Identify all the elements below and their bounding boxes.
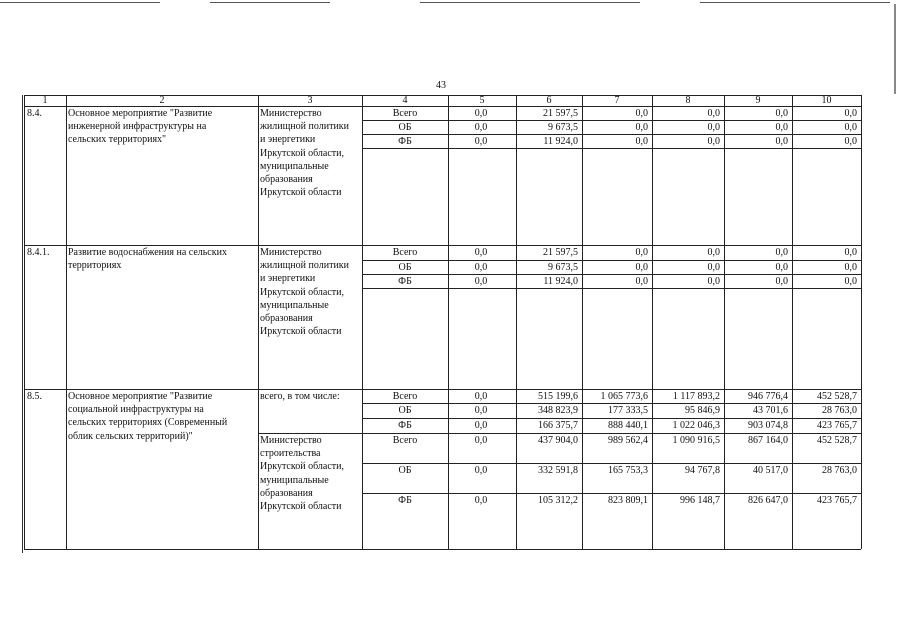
value-cell: 452 528,7 xyxy=(817,435,857,446)
value-cell: 0,0 xyxy=(474,495,488,506)
header-cell-5: 5 xyxy=(479,95,485,106)
top-edge-line xyxy=(0,2,160,3)
row-number: 8.4. xyxy=(27,108,42,119)
value-cell: 0,0 xyxy=(474,262,488,273)
value-cell: 0,0 xyxy=(635,136,648,147)
top-edge-line xyxy=(210,2,330,3)
value-cell: 0,0 xyxy=(474,108,488,119)
value-cell: 946 776,4 xyxy=(748,391,788,402)
value-cell: 0,0 xyxy=(775,247,788,258)
value-cell: 888 440,1 xyxy=(608,420,648,431)
header-cell-2: 2 xyxy=(159,95,165,106)
header-cell-6: 6 xyxy=(546,95,552,106)
value-cell: 0,0 xyxy=(844,136,857,147)
value-cell: 0,0 xyxy=(635,122,648,133)
funding-source: Всего xyxy=(392,247,418,258)
column-border xyxy=(24,95,25,549)
value-cell: 0,0 xyxy=(707,262,720,273)
header-cell-8: 8 xyxy=(685,95,691,106)
column-border xyxy=(66,95,67,549)
value-cell: 95 846,9 xyxy=(685,405,720,416)
row-number: 8.5. xyxy=(27,391,42,402)
value-cell: 0,0 xyxy=(474,465,488,476)
value-cell: 0,0 xyxy=(775,262,788,273)
value-cell: 11 924,0 xyxy=(543,276,578,287)
header-cell-1: 1 xyxy=(42,95,48,106)
page-number: 43 xyxy=(436,80,446,91)
value-cell: 826 647,0 xyxy=(748,495,788,506)
value-cell: 0,0 xyxy=(635,276,648,287)
column-border xyxy=(724,95,725,549)
value-cell: 0,0 xyxy=(707,122,720,133)
value-cell: 0,0 xyxy=(707,276,720,287)
funding-source: ФБ xyxy=(398,495,412,506)
funding-source: ФБ xyxy=(398,136,412,147)
value-cell: 0,0 xyxy=(844,262,857,273)
value-cell: 0,0 xyxy=(474,391,488,402)
activity-name: Основное мероприятие "Развитие инженерной инфраструктуры на сельских территориях" xyxy=(68,108,213,146)
column-border xyxy=(516,95,517,549)
value-cell: 0,0 xyxy=(707,247,720,258)
row-number: 8.4.1. xyxy=(27,247,50,258)
value-cell: 94 767,8 xyxy=(685,465,720,476)
funding-source: ФБ xyxy=(398,276,412,287)
value-cell: 0,0 xyxy=(635,247,648,258)
funding-source: ОБ xyxy=(398,405,412,416)
value-cell: 0,0 xyxy=(707,108,720,119)
value-cell: 0,0 xyxy=(844,108,857,119)
column-border xyxy=(652,95,653,549)
value-cell: 452 528,7 xyxy=(817,391,857,402)
value-cell: 105 312,2 xyxy=(538,495,578,506)
value-cell: 989 562,4 xyxy=(608,435,648,446)
value-cell: 348 823,9 xyxy=(538,405,578,416)
value-cell: 0,0 xyxy=(775,136,788,147)
value-cell: 903 074,8 xyxy=(748,420,788,431)
value-cell: 0,0 xyxy=(474,276,488,287)
value-cell: 332 591,8 xyxy=(538,465,578,476)
column-border xyxy=(792,95,793,549)
value-cell: 0,0 xyxy=(707,136,720,147)
row-border xyxy=(362,148,861,149)
funding-source: Всего xyxy=(392,391,418,402)
value-cell: 867 164,0 xyxy=(748,435,788,446)
row-border xyxy=(362,549,861,550)
top-edge-line xyxy=(420,2,640,3)
value-cell: 823 809,1 xyxy=(608,495,648,506)
row-border xyxy=(362,288,861,289)
value-cell: 21 597,5 xyxy=(543,247,578,258)
funding-source: ОБ xyxy=(398,262,412,273)
value-cell: 28 763,0 xyxy=(822,405,857,416)
executor: Министерство жилищной политики и энергетики Иркутской области, муниципальные образования Иркутской области xyxy=(260,247,349,338)
value-cell: 423 765,7 xyxy=(817,420,857,431)
value-cell: 0,0 xyxy=(635,108,648,119)
column-border xyxy=(362,95,363,549)
activity-name: Основное мероприятие "Развитие социальной инфраструктуры на сельских территориях (Современный облик сельских территорий)" xyxy=(68,391,228,442)
value-cell: 0,0 xyxy=(775,122,788,133)
executor: Министерство жилищной политики и энергетики Иркутской области, муниципальные образования Иркутской области xyxy=(260,108,349,199)
value-cell: 0,0 xyxy=(844,122,857,133)
value-cell: 1 022 046,3 xyxy=(672,420,720,431)
executor: Министерство строительства Иркутской области, муниципальные образования Иркутской области xyxy=(260,435,344,513)
top-edge-line xyxy=(700,2,890,3)
value-cell: 0,0 xyxy=(474,405,488,416)
header-cell-3: 3 xyxy=(307,95,313,106)
funding-source: ОБ xyxy=(398,465,412,476)
header-cell-10: 10 xyxy=(821,95,832,106)
column-border xyxy=(861,95,862,549)
value-cell: 43 701,6 xyxy=(753,405,788,416)
value-cell: 437 904,0 xyxy=(538,435,578,446)
column-border xyxy=(582,95,583,549)
value-cell: 40 517,0 xyxy=(753,465,788,476)
value-cell: 0,0 xyxy=(775,108,788,119)
value-cell: 21 597,5 xyxy=(543,108,578,119)
activity-name: Развитие водоснабжения на сельских территориях xyxy=(68,247,227,272)
value-cell: 996 148,7 xyxy=(680,495,720,506)
funding-source: Всего xyxy=(392,435,418,446)
value-cell: 0,0 xyxy=(474,122,488,133)
value-cell: 1 065 773,6 xyxy=(600,391,648,402)
value-cell: 0,0 xyxy=(844,247,857,258)
header-cell-4: 4 xyxy=(402,95,408,106)
value-cell: 1 090 916,5 xyxy=(672,435,720,446)
value-cell: 0,0 xyxy=(775,276,788,287)
value-cell: 11 924,0 xyxy=(543,136,578,147)
value-cell: 0,0 xyxy=(474,247,488,258)
value-cell: 1 117 893,2 xyxy=(672,391,720,402)
header-cell-7: 7 xyxy=(614,95,620,106)
value-cell: 177 333,5 xyxy=(608,405,648,416)
value-cell: 28 763,0 xyxy=(822,465,857,476)
column-border xyxy=(258,95,259,549)
value-cell: 9 673,5 xyxy=(548,262,578,273)
funding-source: ОБ xyxy=(398,122,412,133)
value-cell: 9 673,5 xyxy=(548,122,578,133)
column-border xyxy=(448,95,449,549)
value-cell: 165 753,3 xyxy=(608,465,648,476)
funding-source: ФБ xyxy=(398,420,412,431)
value-cell: 0,0 xyxy=(474,136,488,147)
value-cell: 0,0 xyxy=(474,435,488,446)
value-cell: 0,0 xyxy=(635,262,648,273)
table-left-border xyxy=(22,95,23,553)
value-cell: 0,0 xyxy=(844,276,857,287)
value-cell: 0,0 xyxy=(474,420,488,431)
executor: всего, в том числе: xyxy=(260,391,340,402)
value-cell: 515 199,6 xyxy=(538,391,578,402)
scan-edge-mark xyxy=(894,4,896,94)
funding-source: Всего xyxy=(392,108,418,119)
header-cell-9: 9 xyxy=(755,95,761,106)
value-cell: 423 765,7 xyxy=(817,495,857,506)
value-cell: 166 375,7 xyxy=(538,420,578,431)
